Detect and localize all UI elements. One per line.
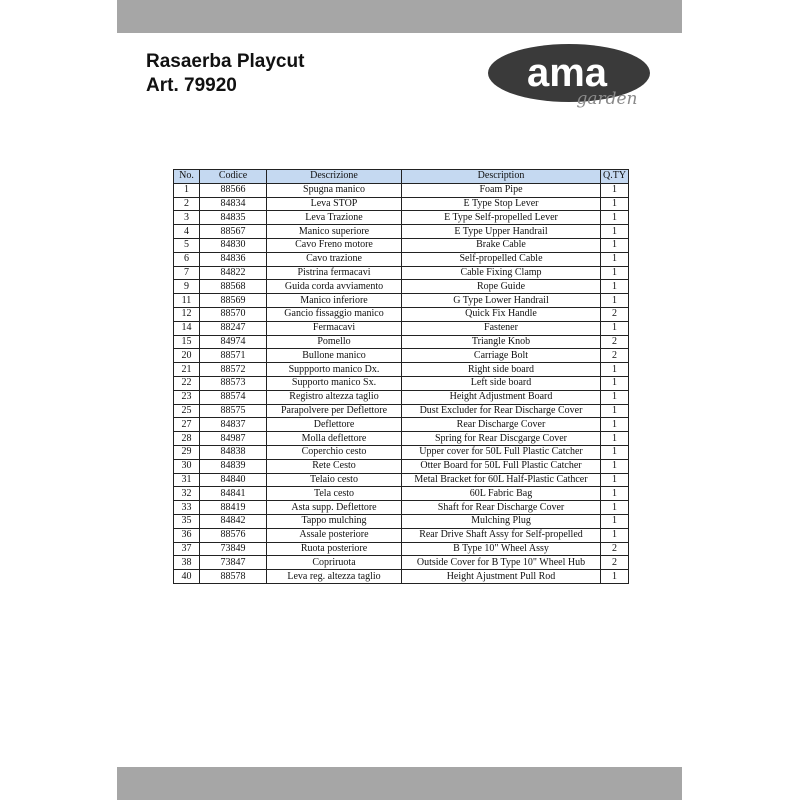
article-number: Art. 79920 [146,75,237,96]
cell-qty: 1 [601,238,629,252]
table-row [174,556,629,570]
cell-description: Height Adjustment Board [402,390,601,404]
cell-descrizione: Coperchio cesto [267,445,402,459]
header-no: No. [174,170,200,184]
cell-qty: 1 [601,445,629,459]
table-row [174,307,629,321]
cell-codice: 88568 [200,280,267,294]
cell-qty: 1 [601,404,629,418]
cell-descrizione: Telaio cesto [267,473,402,487]
cell-description: Quick Fix Handle [402,307,601,321]
cell-qty: 2 [601,307,629,321]
cell-qty: 1 [601,473,629,487]
table-row [174,528,629,542]
cell-codice: 84839 [200,459,267,473]
table-row [174,183,629,197]
parts-table [173,169,629,584]
cell-description: Rear Drive Shaft Assy for Self-propelled [402,528,601,542]
cell-qty: 2 [601,349,629,363]
table-row [174,390,629,404]
cell-qty: 1 [601,197,629,211]
cell-codice: 84840 [200,473,267,487]
cell-descrizione: Supporto manico Sx. [267,376,402,390]
cell-codice: 88566 [200,183,267,197]
cell-description: Carriage Bolt [402,349,601,363]
cell-codice: 84838 [200,445,267,459]
table-row [174,542,629,556]
cell-no: 7 [174,266,200,280]
cell-descrizione: Leva STOP [267,197,402,211]
table-row [174,197,629,211]
cell-codice: 88570 [200,307,267,321]
cell-qty: 1 [601,514,629,528]
cell-descrizione: Manico inferiore [267,294,402,308]
cell-no: 38 [174,556,200,570]
cell-codice: 73849 [200,542,267,556]
cell-codice: 84974 [200,335,267,349]
cell-qty: 1 [601,321,629,335]
cell-no: 21 [174,363,200,377]
cell-codice: 73847 [200,556,267,570]
cell-description: Upper cover for 50L Full Plastic Catcher [402,445,601,459]
cell-no: 33 [174,501,200,515]
logo-brand-text: ama [526,51,608,95]
cell-qty: 1 [601,390,629,404]
top-band [117,0,682,33]
cell-descrizione: Leva reg. altezza taglio [267,570,402,584]
cell-qty: 1 [601,487,629,501]
header-codice: Codice [200,170,267,184]
cell-no: 29 [174,445,200,459]
cell-no: 9 [174,280,200,294]
table-row [174,211,629,225]
cell-codice: 84822 [200,266,267,280]
cell-descrizione: Tappo mulching [267,514,402,528]
cell-descrizione: Guida corda avviamento [267,280,402,294]
document-title [146,50,304,98]
cell-descrizione: Pomello [267,335,402,349]
table-row [174,363,629,377]
cell-codice: 88567 [200,225,267,239]
cell-description: Rope Guide [402,280,601,294]
cell-description: Cable Fixing Clamp [402,266,601,280]
cell-codice: 88569 [200,294,267,308]
cell-no: 40 [174,570,200,584]
table-row [174,321,629,335]
cell-no: 5 [174,238,200,252]
cell-description: Dust Excluder for Rear Discharge Cover [402,404,601,418]
table-row [174,335,629,349]
cell-descrizione: Cavo Freno motore [267,238,402,252]
cell-no: 23 [174,390,200,404]
cell-codice: 88575 [200,404,267,418]
cell-description: Foam Pipe [402,183,601,197]
cell-codice: 84834 [200,197,267,211]
cell-no: 1 [174,183,200,197]
cell-descrizione: Suppporto manico Dx. [267,363,402,377]
bottom-band [117,767,682,800]
cell-no: 27 [174,418,200,432]
cell-codice: 88573 [200,376,267,390]
cell-description: B Type 10" Wheel Assy [402,542,601,556]
cell-qty: 2 [601,556,629,570]
cell-codice: 88576 [200,528,267,542]
table-row [174,280,629,294]
cell-codice: 88247 [200,321,267,335]
cell-descrizione: Cavo trazione [267,252,402,266]
cell-no: 15 [174,335,200,349]
table-row [174,418,629,432]
cell-qty: 1 [601,418,629,432]
cell-qty: 1 [601,252,629,266]
cell-descrizione: Rete Cesto [267,459,402,473]
cell-no: 35 [174,514,200,528]
cell-descrizione: Ruota posteriore [267,542,402,556]
cell-no: 14 [174,321,200,335]
cell-qty: 1 [601,280,629,294]
cell-description: G Type Lower Handrail [402,294,601,308]
cell-descrizione: Molla deflettore [267,432,402,446]
cell-description: Height Ajustment Pull Rod [402,570,601,584]
cell-qty: 1 [601,183,629,197]
cell-no: 28 [174,432,200,446]
cell-codice: 84842 [200,514,267,528]
cell-description: Left side board [402,376,601,390]
cell-no: 32 [174,487,200,501]
cell-description: Self-propelled Cable [402,252,601,266]
cell-no: 6 [174,252,200,266]
cell-description: E Type Stop Lever [402,197,601,211]
cell-description: Fastener [402,321,601,335]
cell-codice: 88574 [200,390,267,404]
ama-garden-logo [487,42,652,108]
cell-description: Mulching Plug [402,514,601,528]
cell-descrizione: Fermacavi [267,321,402,335]
table-row [174,487,629,501]
cell-descrizione: Assale posteriore [267,528,402,542]
cell-descrizione: Parapolvere per Deflettore [267,404,402,418]
cell-qty: 1 [601,225,629,239]
cell-descrizione: Leva Trazione [267,211,402,225]
cell-no: 20 [174,349,200,363]
cell-codice: 84836 [200,252,267,266]
table-row [174,432,629,446]
cell-qty: 1 [601,570,629,584]
cell-qty: 2 [601,335,629,349]
header-qty: Q.TY [601,170,629,184]
table-header-row [174,170,629,184]
cell-descrizione: Tela cesto [267,487,402,501]
cell-no: 30 [174,459,200,473]
table-row [174,349,629,363]
cell-description: Metal Bracket for 60L Half-Plastic Cathcer [402,473,601,487]
cell-description: Brake Cable [402,238,601,252]
cell-descrizione: Bullone manico [267,349,402,363]
cell-no: 25 [174,404,200,418]
cell-descrizione: Gancio fissaggio manico [267,307,402,321]
table-row [174,266,629,280]
cell-description: 60L Fabric Bag [402,487,601,501]
table-row [174,514,629,528]
cell-no: 3 [174,211,200,225]
cell-no: 4 [174,225,200,239]
cell-qty: 1 [601,501,629,515]
logo-sub-text: garden [576,89,638,108]
cell-qty: 1 [601,266,629,280]
cell-codice: 88571 [200,349,267,363]
cell-no: 31 [174,473,200,487]
cell-qty: 1 [601,432,629,446]
cell-descrizione: Deflettore [267,418,402,432]
cell-codice: 88578 [200,570,267,584]
cell-description: Shaft for Rear Discharge Cover [402,501,601,515]
cell-qty: 1 [601,294,629,308]
cell-no: 12 [174,307,200,321]
cell-qty: 2 [601,542,629,556]
cell-no: 2 [174,197,200,211]
table-row [174,445,629,459]
cell-description: Otter Board for 50L Full Plastic Catcher [402,459,601,473]
cell-codice: 84835 [200,211,267,225]
table-row [174,404,629,418]
cell-description: E Type Self-propelled Lever [402,211,601,225]
table-row [174,459,629,473]
table-row [174,501,629,515]
header-description: Description [402,170,601,184]
cell-description: Right side board [402,363,601,377]
header-descrizione: Descrizione [267,170,402,184]
cell-codice: 88572 [200,363,267,377]
cell-description: Outside Cover for B Type 10" Wheel Hub [402,556,601,570]
cell-codice: 84841 [200,487,267,501]
cell-codice: 84837 [200,418,267,432]
cell-no: 37 [174,542,200,556]
cell-descrizione: Copriruota [267,556,402,570]
table-row [174,294,629,308]
table-row [174,238,629,252]
cell-no: 36 [174,528,200,542]
cell-codice: 84987 [200,432,267,446]
table-row [174,473,629,487]
cell-description: Triangle Knob [402,335,601,349]
cell-descrizione: Asta supp. Deflettore [267,501,402,515]
cell-description: Rear Discharge Cover [402,418,601,432]
cell-qty: 1 [601,459,629,473]
table-row [174,376,629,390]
table-row [174,252,629,266]
cell-no: 22 [174,376,200,390]
cell-qty: 1 [601,211,629,225]
cell-qty: 1 [601,376,629,390]
cell-codice: 84830 [200,238,267,252]
cell-description: E Type Upper Handrail [402,225,601,239]
cell-descrizione: Spugna manico [267,183,402,197]
cell-qty: 1 [601,528,629,542]
table-row [174,570,629,584]
cell-codice: 88419 [200,501,267,515]
cell-no: 11 [174,294,200,308]
cell-qty: 1 [601,363,629,377]
cell-descrizione: Registro altezza taglio [267,390,402,404]
product-name: Rasaerba Playcut [146,51,305,72]
table-row [174,225,629,239]
cell-descrizione: Pistrina fermacavi [267,266,402,280]
cell-description: Spring for Rear Discgarge Cover [402,432,601,446]
cell-descrizione: Manico superiore [267,225,402,239]
